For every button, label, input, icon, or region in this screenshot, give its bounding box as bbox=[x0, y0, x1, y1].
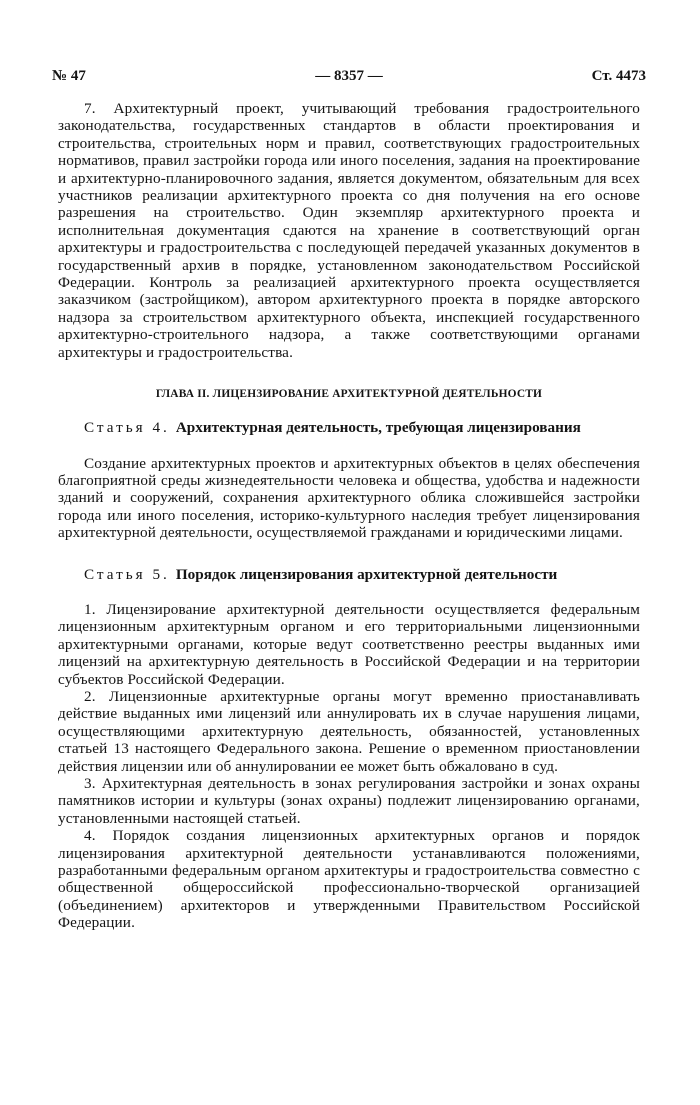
article-4-heading bbox=[58, 419, 640, 436]
page-header bbox=[52, 68, 646, 90]
document-body bbox=[58, 100, 640, 932]
article-4-title: Архитектурная деятельность, требующая лицензирования bbox=[175, 419, 581, 437]
article-5-paragraph-4: 4. Порядок создания лицензионных архитектурных органов и порядок лицензирования архитектурной деятельности устанавливаются положениями, разработанными федеральным органом архитектуры и градостроительства совместно с общественной общероссийской профессионально-творческой организацией (объединением) архитекторов и утвержденными Правительством Российской Федерации. bbox=[58, 827, 640, 932]
article-4-text: Создание архитектурных проектов и архитектурных объектов в целях обеспечения благоприятной среды жизнедеятельности человека и общества, удобства и надежности зданий и сооружений, сохранения архитектурного облика сложившейся застройки города или иного поселения, историко-культурного наследия требует лицензирования архитектурной деятельности, осуществляемой гражданами и юридическими лицами. bbox=[58, 454, 640, 542]
issue-number: № 47 bbox=[52, 68, 86, 84]
article-4-label: Статья 4. bbox=[84, 419, 170, 437]
chapter-heading: ГЛАВА II. ЛИЦЕНЗИРОВАНИЕ АРХИТЕКТУРНОЙ ДЕЯТЕЛЬНОСТИ bbox=[155, 388, 543, 401]
article-5-paragraph-1: 1. Лицензирование архитектурной деятельности осуществляется федеральным лицензионным архитектурным органом и его территориальными лицензионными архитектурными органами, которые ведут соответственно реестры выданных ими лицензий на архитектурную деятельность в Российской Федерации и на территории субъектов Российской Федерации. bbox=[58, 600, 640, 688]
article-5-title: Порядок лицензирования архитектурной деятельности bbox=[175, 565, 558, 583]
page-number: — 8357 — bbox=[315, 68, 383, 84]
article-5-paragraph-3: 3. Архитектурная деятельность в зонах регулирования застройки и зонах охраны памятников истории и культуры (зонах охраны) подлежит лицензированию органами, установленными настоящей статьей. bbox=[58, 775, 640, 827]
article-5-paragraph-2: 2. Лицензионные архитектурные органы могут временно приостанавливать действие выданных ими лицензий или аннулировать их в случае нарушения лицами, осуществляющими архитектурную деятельность, обязанностей, установленных статьей 13 настоящего Федерального закона. Решение о временном приостановлении действия лицензии или об аннулировании ее может быть обжаловано в суд. bbox=[58, 687, 640, 775]
article-5-heading bbox=[58, 566, 640, 583]
paragraph-7: 7. Архитектурный проект, учитывающий требования градостроительного законодательства, государственных стандартов в области проектирования и строительства, строительных норм и правил, соответствующих градостроительных нормативов, правил застройки города или иного поселения, задания на проектирование и архитектурно-планировочного задания, является документом, обязательным для всех участников реализации архитектурного проекта со дня получения на его основе разрешения на строительство. Один экземпляр архитектурного проекта и исполнительная документация сдаются на хранение в соответствующий орган архитектуры и градостроительства с последующей передачей указанных документов в государственный архив в порядке, установленном законодательством Российской Федерации. Контроль за реализацией архитектурного проекта осуществляется заказчиком (застройщиком), автором архитектурного проекта в порядке авторского надзора за строительством архитектурного объекта, инспекцией государственного архитектурно-строительного надзора, а также соответствующими органами архитектуры и градостроительства. bbox=[58, 100, 640, 361]
article-number: Ст. 4473 bbox=[591, 68, 646, 84]
article-5-label: Статья 5. bbox=[84, 565, 170, 583]
